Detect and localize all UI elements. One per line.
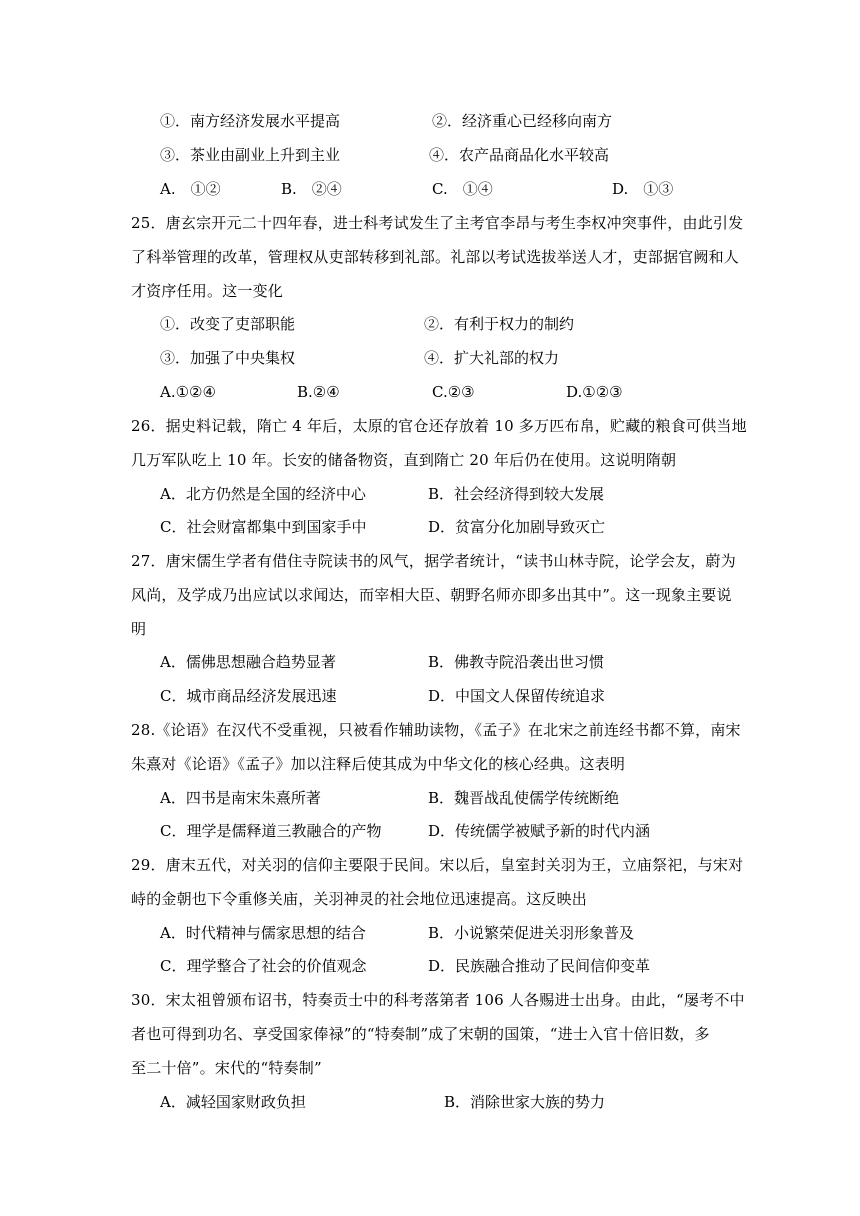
q30-stem-line-1: 30．宋太祖曾颁布诏书，特奏贡士中的科考落第者 106 人各赐进士出身。由此，“屡考不中 bbox=[131, 991, 745, 1009]
q25-stem-line-3: 才资序任用。这一变化 bbox=[131, 282, 284, 300]
q28-choice-b: B．魏晋战乱使儒学传统断绝 bbox=[428, 789, 620, 807]
q27-choice-b: B．佛教寺院沿袭出世习惯 bbox=[428, 653, 605, 671]
q29-choice-d: D．民族融合推动了民间信仰变革 bbox=[428, 957, 651, 975]
q28-stem-line-2: 朱熹对《论语》《孟子》加以注释后使其成为中华文化的核心经典。这表明 bbox=[131, 755, 626, 773]
q25-option-4: ④．扩大礼部的权力 bbox=[424, 349, 560, 367]
q27-choice-a: A．儒佛思想融合趋势显著 bbox=[160, 653, 336, 671]
q28-stem-line-1: 28.《论语》在汉代不受重视，只被看作辅助读物，《孟子》在北宋之前连经书都不算，南宋 bbox=[131, 721, 741, 739]
q24-choice-a: A. ①② bbox=[160, 180, 221, 198]
q29-choice-c: C．理学整合了社会的价值观念 bbox=[160, 957, 367, 975]
q25-choice-a: A.①②④ bbox=[160, 383, 216, 401]
q24-option-3: ③．茶业由副业上升到主业 bbox=[160, 146, 341, 164]
q25-option-2: ②．有利于权力的制约 bbox=[424, 315, 575, 333]
q24-option-4: ④．农产品商品化水平较高 bbox=[429, 146, 610, 164]
q24-choice-d: D. ①③ bbox=[612, 180, 674, 198]
q24-option-2: ②．经济重心已经移向南方 bbox=[432, 112, 613, 130]
q26-stem-line-2: 几万军队吃上 10 年。长安的储备物资，直到隋亡 20 年后仍在使用。这说明隋朝 bbox=[131, 451, 677, 469]
q25-choice-d: D.①②③ bbox=[566, 383, 623, 401]
q28-choice-c: C．理学是儒释道三教融合的产物 bbox=[160, 822, 382, 840]
q25-option-3: ③．加强了中央集权 bbox=[160, 349, 296, 367]
q25-stem-line-1: 25．唐玄宗开元二十四年春，进士科考试发生了主考官李昂与考生李权冲突事件，由此引发 bbox=[131, 214, 744, 232]
q26-stem-line-1: 26．据史料记载，隋亡 4 年后，太原的官仓还存放着 10 多万匹布帛，贮藏的粮食可供当地 bbox=[131, 417, 747, 435]
q29-stem-line-2: 峙的金朝也下令重修关庙，关羽神灵的社会地位迅速提高。这反映出 bbox=[131, 890, 588, 908]
q30-choice-b: B．消除世家大族的势力 bbox=[444, 1093, 606, 1111]
q26-choice-b: B．社会经济得到较大发展 bbox=[428, 485, 605, 503]
q25-choice-b: B.②④ bbox=[297, 383, 340, 401]
q27-stem-line-2: 风尚，及学成乃出应试以求闻达，而宰相大臣、朝野名师亦即多出其中”。这一现象主要说 bbox=[131, 586, 732, 604]
q28-choice-a: A．四书是南宋朱熹所著 bbox=[160, 789, 321, 807]
q30-stem-line-3: 至二十倍”。宋代的“特奏制” bbox=[131, 1059, 322, 1077]
q27-stem-line-1: 27．唐宋儒生学者有借住寺院读书的风气，据学者统计，“读书山林寺院，论学会友，蔚为 bbox=[131, 552, 736, 570]
q26-choice-a: A．北方仍然是全国的经济中心 bbox=[160, 485, 366, 503]
q30-stem-line-2: 者也可得到功名、享受国家俸禄”的“特奏制”成了宋朝的国策，“进士入官十倍旧数，多 bbox=[131, 1025, 710, 1043]
q24-option-1: ①．南方经济发展水平提高 bbox=[160, 112, 341, 130]
q24-choice-b: B. ②④ bbox=[281, 180, 342, 198]
q26-choice-c: C．社会财富都集中到国家手中 bbox=[160, 518, 367, 536]
q26-choice-d: D．贫富分化加剧导致灭亡 bbox=[428, 518, 606, 536]
q27-stem-line-3: 明 bbox=[131, 620, 147, 638]
q25-choice-c: C.②③ bbox=[432, 383, 475, 401]
q29-choice-a: A．时代精神与儒家思想的结合 bbox=[160, 924, 366, 942]
q30-choice-a: A．减轻国家财政负担 bbox=[160, 1093, 306, 1111]
q29-choice-b: B．小说繁荣促进关羽形象普及 bbox=[428, 924, 635, 942]
q29-stem-line-1: 29．唐末五代，对关羽的信仰主要限于民间。宋以后，皇室封关羽为王，立庙祭祀，与宋对 bbox=[131, 856, 744, 874]
q27-choice-c: C．城市商品经济发展迅速 bbox=[160, 687, 337, 705]
q27-choice-d: D．中国文人保留传统追求 bbox=[428, 687, 606, 705]
q24-choice-c: C. ①④ bbox=[432, 180, 493, 198]
q25-stem-line-2: 了科举管理的改革，管理权从吏部转移到礼部。礼部以考试选拔举送人才，吏部据官阙和人 bbox=[131, 248, 740, 266]
q25-option-1: ①．改变了吏部职能 bbox=[160, 315, 296, 333]
q28-choice-d: D．传统儒学被赋予新的时代内涵 bbox=[428, 822, 651, 840]
